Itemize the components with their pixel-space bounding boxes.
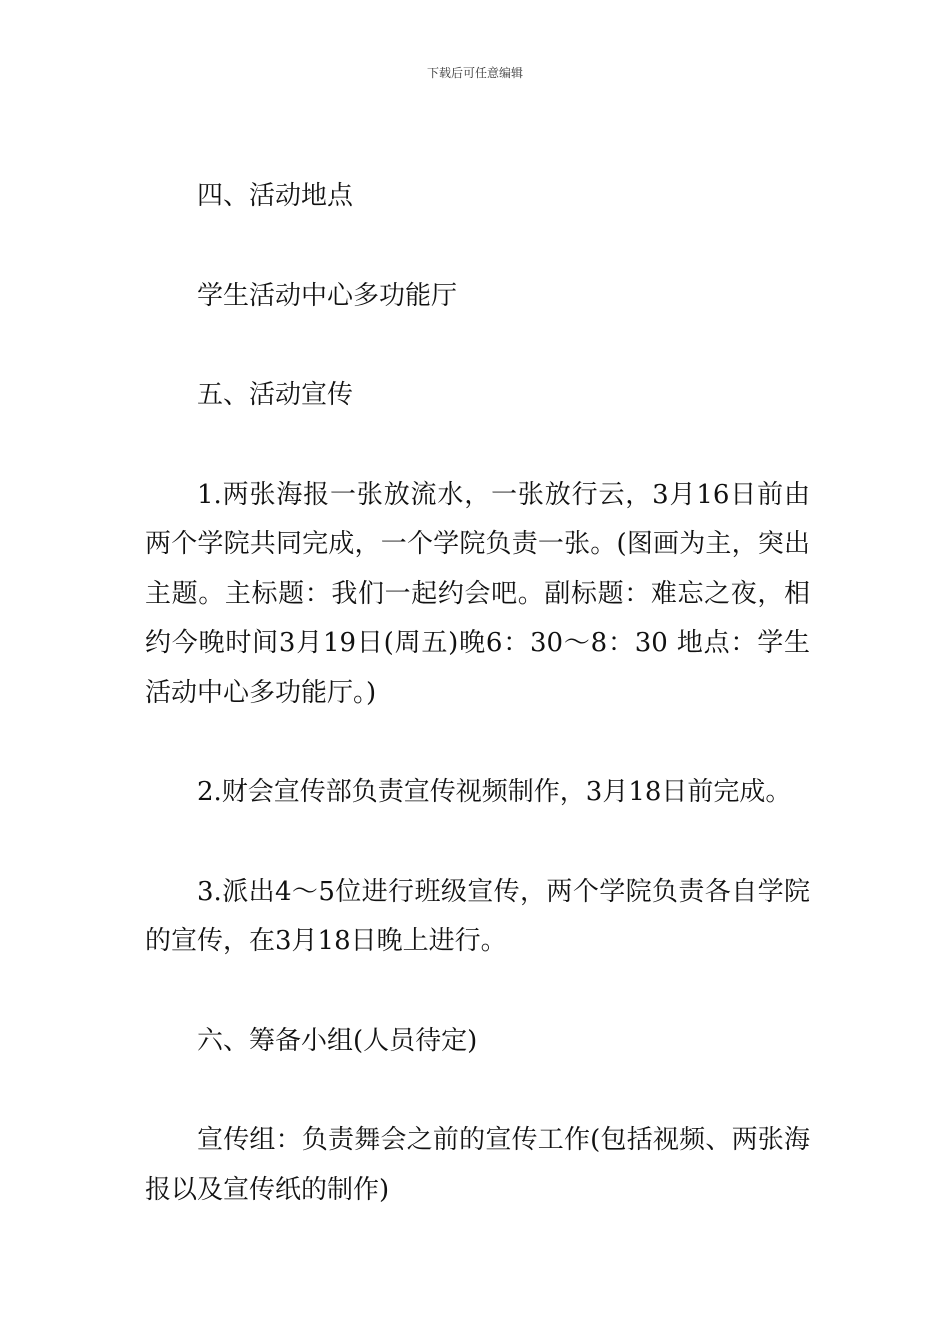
document-body — [145, 172, 810, 1265]
promotion-item-3: 3.派出4～5位进行班级宣传，两个学院负责各自学院的宣传，在3月18日晚上进行。 — [145, 876, 810, 956]
team-publicity-group: 宣传组：负责舞会之前的宣传工作(包括视频、两张海报以及宣传纸的制作) — [145, 1125, 810, 1205]
section-heading-team: 六、筹备小组(人员待定) — [197, 1025, 478, 1056]
page-header: 下载后可任意编辑 — [426, 66, 523, 80]
section-heading-location: 四、活动地点 — [197, 181, 354, 211]
promotion-item-1: 1.两张海报一张放流水，一张放行云，3月16日前由两个学院共同完成，一个学院负责一张。(图画为主，突出主题。主标题：我们一起约会吧。副标题：难忘之夜，相约今晚时间3月19日(周五)晚6：30～8：30 地点：学生活动中心多功能厅。) — [145, 479, 810, 708]
section-heading-promotion: 五、活动宣传 — [197, 380, 354, 410]
location-text: 学生活动中心多功能厅 — [197, 280, 458, 311]
promotion-item-2: 2.财会宣传部负责宣传视频制作，3月18日前完成。 — [197, 777, 792, 807]
